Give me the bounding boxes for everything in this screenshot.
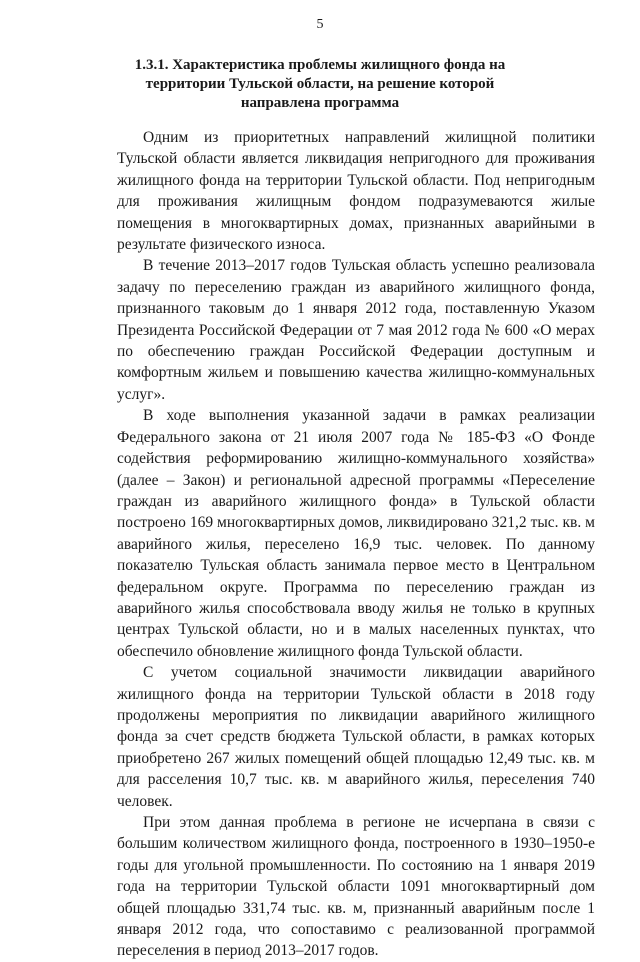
paragraph: С учетом социальной значимости ликвидации аварийного жилищного фонда на территории Тульской области в 2018 году продолжены мероприятия по ликвидации аварийного жилищного фонда за счет средств бюджета Тульской области, в рамках которых приобретено 267 жилых помещений общей площадью 12,49 тыс. кв. м для расселения 10,7 тыс. кв. м аварийного жилья, переселения 740 человек. — [117, 664, 595, 810]
paragraph: В течение 2013–2017 годов Тульская область успешно реализовала задачу по переселению граждан из аварийного жилищного фонда, признанного таковым до 1 января 2012 года, поставленную Указом Президента Российской Федерации от 7 мая 2012 года № 600 «О мерах по обеспечению граждан Российской Федерации доступным и комфортным жильем и повышению качества жилищно-коммунальных услуг». — [117, 257, 595, 403]
page-number: 5 — [316, 17, 324, 32]
paragraph: При этом данная проблема в регионе не исчерпана в связи с большим количеством жилищного фонда, построенного в 1930–1950-е годы для угольной промышленности. По состоянию на 1 января 2019 года на территории Тульской области 1091 многоквартирный дом общей площадью 331,74 тыс. кв. м, признанный аварийным после 1 января 2012 года, что сопоставимо с реализованной программой переселения в период 2013–2017 годов. — [117, 814, 595, 960]
section-heading: 1.3.1. Характеристика проблемы жилищного фонда на территории Тульской области, на решение которой направлена программа — [134, 57, 506, 111]
paragraph: В ходе выполнения указанной задачи в рамках реализации Федерального закона от 21 июля 2007 года № 185-ФЗ «О Фонде содействия реформированию жилищно-коммунального хозяйства» (далее – Закон) и региональной адресной программы «Переселение граждан из аварийного жилищного фонда» в Тульской области построено 169 многоквартирных домов, ликвидировано 321,2 тыс. кв. м аварийного жилья, переселено 16,9 тыс. человек. По данному показателю Тульская область занимала первое место в Центральном федеральном округе. Программа по переселению граждан из аварийного жилья способствовала вводу жилья не только в крупных центрах Тульской области, но и в малых населенных пунктах, что обеспечило обновление жилищного фонда Тульской области. — [117, 407, 595, 660]
paragraph: Одним из приоритетных направлений жилищной политики Тульской области является ликвидация непригодного для проживания жилищного фонда на территории Тульской области. Под непригодным для проживания жилищным фондом подразумеваются жилые помещения в многоквартирных домах, признанных аварийными в результате физического износа. — [117, 129, 595, 254]
body-text — [117, 127, 595, 962]
